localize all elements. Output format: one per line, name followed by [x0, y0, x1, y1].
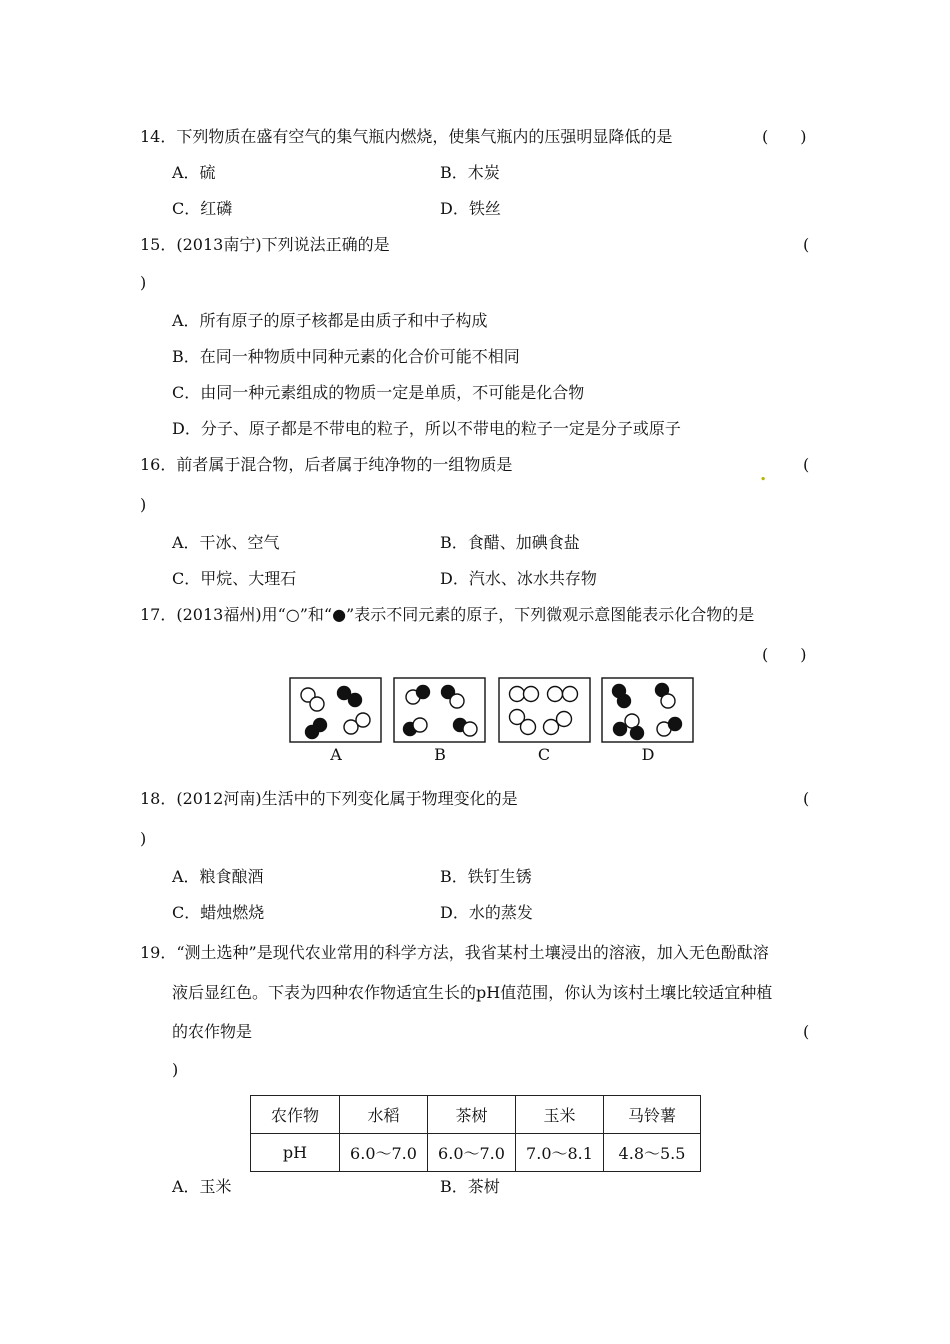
- q18-option-d: D．水的蒸发: [440, 903, 533, 922]
- atom-white: [563, 687, 578, 702]
- atom-white: [661, 694, 675, 708]
- q18-option-c: C．蜡烛燃烧: [172, 903, 265, 922]
- box-a: [290, 678, 381, 742]
- table-header-cell: 水稻: [340, 1096, 428, 1134]
- q18-option-b: B．铁钉生锈: [440, 867, 532, 886]
- q19-line-1: 19．“测土选种”是现代农业常用的科学方法，我省某村土壤浸出的溶液，加入无色酚酞溶: [140, 943, 769, 962]
- table-row: [251, 1096, 701, 1134]
- q14-option-b: B．木炭: [440, 163, 500, 182]
- q15-option-d: D．分子、原子都是不带电的粒子，所以不带电的粒子一定是分子或原子: [172, 419, 681, 438]
- q14-stem: 14．下列物质在盛有空气的集气瓶内燃烧，使集气瓶内的压强明显降低的是: [140, 127, 673, 146]
- atom-white: [557, 712, 572, 727]
- table-cell: 7.0～8.1: [516, 1134, 604, 1172]
- q18-option-a: A．粮食酿酒: [172, 867, 264, 886]
- table-cell: 6.0～7.0: [340, 1134, 428, 1172]
- table-row: [251, 1134, 701, 1172]
- q18-paren-close: ): [140, 829, 147, 848]
- atom-white: [524, 687, 539, 702]
- table-header-cell: 茶树: [428, 1096, 516, 1134]
- atom-white: [521, 720, 536, 735]
- q16-option-a: A．干冰、空气: [172, 533, 280, 552]
- q18-stem: 18．(2012河南)生活中的下列变化属于物理变化的是: [140, 789, 518, 808]
- q17-answer-paren: ( ): [762, 645, 807, 664]
- q15-option-a: A．所有原子的原子核都是由质子和中子构成: [172, 311, 488, 330]
- ph-table: [250, 1095, 701, 1172]
- diagram-label-b: B: [434, 745, 446, 764]
- atom-white: [463, 722, 477, 736]
- atom-black: [631, 727, 644, 740]
- q16-mark: .: [760, 464, 767, 485]
- q16-option-b: B．食醋、加碘食盐: [440, 533, 580, 552]
- diagram-label-c: C: [537, 745, 551, 764]
- q16-option-c: C．甲烷、大理石: [172, 569, 297, 588]
- q14-option-a: A．硫: [172, 163, 216, 182]
- table-header-cell: 马铃薯: [604, 1096, 701, 1134]
- atom-white: [548, 687, 563, 702]
- q15-option-b: B．在同一种物质中同种元素的化合价可能不相同: [172, 347, 520, 366]
- atom-black: [618, 695, 631, 708]
- q19-paren-open: (: [803, 1022, 810, 1041]
- q19-option-b: B．茶树: [440, 1177, 500, 1196]
- atom-black: [614, 723, 627, 736]
- table-cell: 6.0～7.0: [428, 1134, 516, 1172]
- atom-white: [413, 718, 427, 732]
- q14-option-d: D．铁丝: [440, 199, 501, 218]
- q15-option-c: C．由同一种元素组成的物质一定是单质，不可能是化合物: [172, 383, 585, 402]
- atom-white: [356, 713, 370, 727]
- q16-option-d: D．汽水、冰水共存物: [440, 569, 597, 588]
- atom-black: [669, 718, 682, 731]
- q14-option-c: C．红磷: [172, 199, 233, 218]
- q16-stem: 16．前者属于混合物，后者属于纯净物的一组物质是: [140, 455, 513, 474]
- atom-black: [306, 726, 319, 739]
- q19-line-2: 液后显红色。下表为四种农作物适宜生长的pH值范围，你认为该村土壤比较适宜种植: [172, 983, 773, 1002]
- q17-stem: 17．(2013福州)用“○”和“●”表示不同元素的原子，下列微观示意图能表示化合物的是: [140, 605, 755, 624]
- q19-paren-close: ): [172, 1060, 179, 1079]
- q15-paren-close: ): [140, 273, 147, 292]
- diagram-label-a: A: [330, 745, 342, 764]
- table-cell: 4.8～5.5: [604, 1134, 701, 1172]
- atom-white: [544, 720, 559, 735]
- diagram-label-d: D: [641, 745, 655, 764]
- atom-white: [310, 697, 324, 711]
- q16-paren-close: ): [140, 495, 147, 514]
- molecule-diagram: [289, 677, 699, 771]
- atom-black: [417, 686, 430, 699]
- q15-paren-open: (: [803, 235, 810, 254]
- q18-paren-open: (: [803, 789, 810, 808]
- molecule-diagram-svg: [289, 677, 699, 767]
- table-header-cell: 农作物: [251, 1096, 340, 1134]
- table-cell: pH: [251, 1134, 340, 1172]
- q16-paren-open: (: [803, 455, 810, 474]
- atom-black: [349, 694, 362, 707]
- q15-stem: 15．(2013南宁)下列说法正确的是: [140, 235, 390, 254]
- atom-white: [510, 687, 525, 702]
- atom-white: [450, 694, 464, 708]
- q19-option-a: A．玉米: [172, 1177, 232, 1196]
- q19-line-3: 的农作物是: [172, 1022, 253, 1041]
- table-header-cell: 玉米: [516, 1096, 604, 1134]
- q14-answer-paren: ( ): [762, 127, 807, 146]
